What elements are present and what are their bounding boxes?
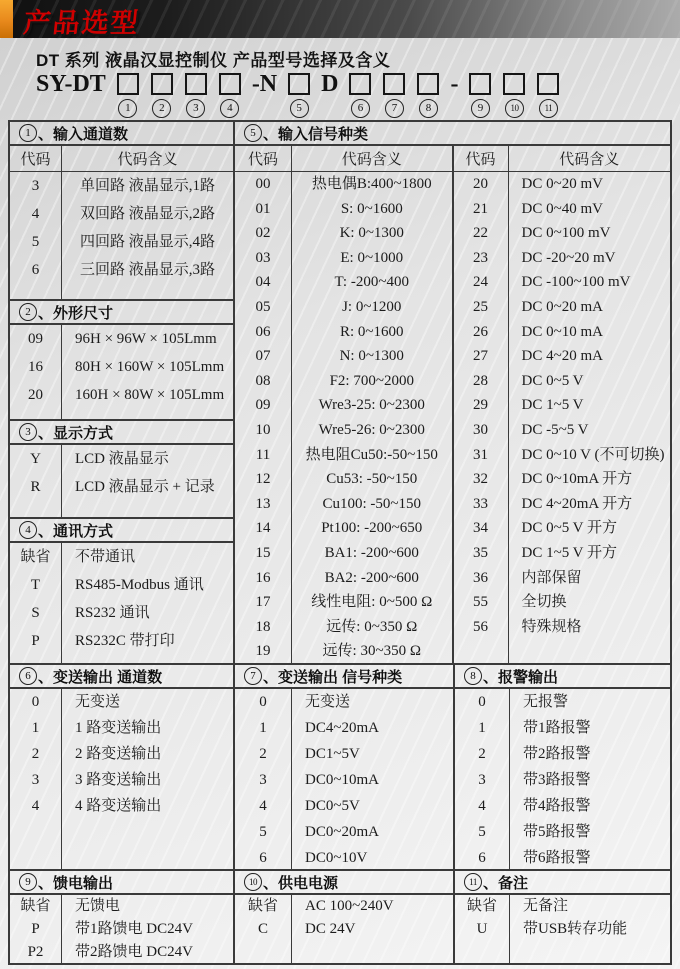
section-title: [10, 871, 233, 895]
section-title-text: 通讯方式: [53, 522, 114, 540]
code-cell: 3: [31, 772, 40, 788]
code-cell: 00: [255, 176, 271, 192]
meaning-cell: 2 路变送输出: [75, 746, 162, 762]
section-title: [10, 665, 233, 689]
code-cell: 0: [478, 694, 486, 710]
meaning-cell: 4 路变送输出: [75, 798, 162, 814]
code-cell: P2: [27, 944, 44, 960]
code-cell: 5: [478, 824, 486, 840]
meaning-cell: DC 4~20 mA: [521, 348, 603, 365]
model-digit-box: [151, 73, 173, 95]
model-sep-n: -N: [251, 71, 278, 97]
separator: 、: [263, 125, 279, 143]
section-transmit-output-signals: [235, 665, 455, 869]
model-slot-6: [349, 72, 371, 118]
code-cell: 29: [473, 397, 488, 414]
meaning-cell: 热电阻Cu50:-50~150: [305, 446, 438, 463]
meaning-cell: DC 24V: [305, 921, 356, 937]
meaning-cell: 带1路报警: [523, 720, 591, 736]
code-cell: R: [30, 479, 41, 495]
meaning-cell: DC -20~20 mV: [521, 249, 616, 266]
meaning-cell: 无报警: [523, 694, 569, 710]
meaning-cell: RS485-Modbus 通讯: [75, 577, 204, 593]
meaning-cell: 带1路馈电 DC24V: [75, 921, 193, 937]
code-cell: 30: [473, 421, 488, 438]
meaning-cell: DC 0~10 mA: [521, 323, 603, 340]
code-cell: 缺省: [466, 898, 497, 914]
code-cell: 缺省: [20, 549, 51, 565]
model-digit-box: [185, 73, 207, 95]
meaning-cell: 3 路变送输出: [75, 772, 162, 788]
table-band-2: [10, 663, 670, 869]
code-cell: 34: [473, 520, 488, 537]
section-title: [10, 421, 233, 445]
meaning-cell: DC -5~5 V: [521, 421, 589, 438]
code-cell: 3: [31, 178, 40, 194]
section-body: [10, 689, 233, 869]
model-slot-11: [537, 72, 559, 118]
section-number: 7: [244, 667, 262, 685]
meaning-cell: RS232C 带打印: [75, 633, 175, 649]
code-cell: 4: [259, 798, 267, 814]
meaning-cell: DC 4~20mA 开方: [521, 495, 633, 512]
model-digit-box: [469, 73, 491, 95]
meaning-cell: DC 0~5 V: [521, 372, 584, 389]
meaning-cell: 特殊规格: [521, 618, 582, 635]
model-slot-10: [503, 72, 525, 118]
code-cell: 19: [255, 643, 271, 660]
meaning-cell: 无变送: [305, 694, 351, 710]
code-cell: Y: [30, 451, 41, 467]
code-cell: 22: [473, 225, 488, 242]
separator: 、: [483, 668, 499, 686]
code-cell: 14: [255, 520, 271, 537]
code-cell: 5: [31, 234, 40, 250]
separator: 、: [38, 668, 54, 686]
meaning-cell: 带5路报警: [523, 824, 591, 840]
code-cell: 05: [255, 298, 271, 315]
code-cell: 缺省: [20, 898, 51, 914]
model-slot-4: [219, 72, 241, 118]
code-cell: 23: [473, 249, 488, 266]
meaning-cell: 双回路 液晶显示,2路: [79, 206, 215, 222]
meaning-cell: S: 0~1600: [340, 200, 403, 217]
model-digit-box: [288, 73, 310, 95]
separator: 、: [38, 304, 54, 322]
code-cell: 56: [473, 618, 488, 635]
meaning-cell: 80H × 160W × 105Lmm: [75, 359, 225, 375]
section-feed-power-output: [10, 871, 235, 964]
meaning-cell: F2: 700~2000: [329, 372, 414, 389]
meaning-column-header: 代码含义: [341, 152, 402, 168]
separator: 、: [38, 522, 54, 540]
meaning-cell: R: 0~1600: [339, 323, 404, 340]
meaning-cell: 96H × 96W × 105Lmm: [75, 331, 217, 347]
model-sep-dash: -: [450, 71, 459, 97]
code-cell: 36: [473, 569, 488, 586]
code-cell: 13: [255, 495, 271, 512]
code-cell: 20: [473, 176, 488, 192]
code-cell: T: [30, 577, 41, 593]
code-cell: 27: [473, 348, 488, 365]
code-cell: 0: [259, 694, 267, 710]
position-number: 10: [505, 99, 524, 118]
meaning-cell: Pt100: -200~650: [321, 520, 423, 537]
section-body: [10, 543, 233, 663]
code-cell: 33: [473, 495, 488, 512]
meaning-cell: DC 0~10 V (不可切换): [521, 446, 665, 463]
model-slot-5: [288, 72, 310, 118]
code-cell: 28: [473, 372, 488, 389]
code-column-header: 代码: [454, 146, 509, 171]
meaning-cell: 160H × 80W × 105Lmm: [75, 387, 225, 403]
code-cell: S: [31, 605, 40, 621]
model-digit-box: [117, 73, 139, 95]
code-cell: 02: [255, 225, 271, 242]
section-title: [455, 665, 670, 689]
section-body: [10, 172, 233, 299]
code-cell: 20: [28, 387, 43, 403]
separator: 、: [263, 874, 279, 892]
section-title: [235, 122, 670, 146]
separator: 、: [38, 125, 54, 143]
code-cell: 3: [478, 772, 486, 788]
meaning-cell: 三回路 液晶显示,3路: [79, 262, 215, 278]
code-cell: 21: [473, 200, 488, 217]
meaning-cell: 远传: 30~350 Ω: [322, 643, 421, 660]
code-cell: 4: [31, 798, 40, 814]
section-body: [235, 146, 670, 663]
left-column: [10, 122, 235, 663]
meaning-cell: DC 0~5 V 开方: [521, 520, 617, 537]
signal-subtable-b: [454, 146, 671, 663]
meaning-cell: DC 1~5 V 开方: [521, 544, 617, 561]
code-cell: 03: [255, 249, 271, 266]
code-cell: U: [476, 921, 488, 937]
meaning-cell: 四回路 液晶显示,4路: [79, 234, 215, 250]
model-slot-9: [469, 72, 491, 118]
meaning-cell: 无变送: [75, 694, 121, 710]
meaning-cell: AC 100~240V: [305, 898, 394, 914]
meaning-cell: J: 0~1200: [342, 298, 402, 315]
code-cell: 1: [259, 720, 267, 736]
column-header-row: [10, 146, 233, 172]
meaning-cell: LCD 液晶显示 + 记录: [75, 479, 215, 495]
section-input-signal-types: [235, 122, 670, 663]
code-cell: 4: [31, 206, 40, 222]
separator: 、: [483, 874, 499, 892]
subtable-body: [454, 172, 671, 663]
meaning-cell: DC 1~5 V: [521, 397, 584, 414]
section-body: [455, 895, 670, 964]
section-body: [235, 895, 453, 964]
code-cell: 55: [473, 594, 488, 611]
position-number: 1: [118, 99, 137, 118]
meaning-cell: 带2路报警: [523, 746, 591, 762]
section-number: 8: [464, 667, 482, 685]
section-number: 2: [19, 303, 37, 321]
model-prefix: SY-DT: [36, 71, 106, 97]
model-slot-8: [417, 72, 439, 118]
code-cell: 24: [473, 274, 488, 291]
code-cell: 10: [255, 421, 271, 438]
meaning-cell: DC 0~10mA 开方: [521, 471, 633, 488]
selection-table: [8, 120, 672, 965]
code-cell: 18: [255, 618, 271, 635]
signal-subtable-a: [235, 146, 454, 663]
meaning-cell: 内部保留: [521, 569, 582, 586]
code-cell: 2: [31, 746, 40, 762]
code-cell: 3: [259, 772, 267, 788]
meaning-cell: DC 0~20 mA: [521, 298, 603, 315]
code-cell: 2: [259, 746, 267, 762]
separator: 、: [263, 668, 279, 686]
section-title-text: 输入通道数: [53, 125, 129, 143]
column-header-row: [454, 146, 671, 172]
section-number: 10: [244, 873, 262, 891]
code-cell: 16: [28, 359, 43, 375]
section-title: [235, 871, 453, 895]
code-cell: 11: [255, 446, 271, 463]
meaning-cell: E: 0~1000: [340, 249, 404, 266]
code-cell: C: [257, 921, 268, 937]
model-slot-1: [117, 72, 139, 118]
model-digit-box: [383, 73, 405, 95]
meaning-cell: DC 0~40 mV: [521, 200, 603, 217]
section-title: [235, 665, 453, 689]
model-slot-3: [185, 72, 207, 118]
meaning-cell: 带6路报警: [523, 850, 591, 866]
meaning-cell: N: 0~1300: [339, 348, 404, 365]
code-column-header: 代码: [235, 146, 292, 171]
meaning-cell: RS232 通讯: [75, 605, 150, 621]
section-body: [10, 445, 233, 517]
code-cell: 06: [255, 323, 271, 340]
code-cell: 35: [473, 544, 488, 561]
code-cell: 07: [255, 348, 271, 365]
meaning-cell: K: 0~1300: [339, 225, 404, 242]
section-body: [10, 895, 233, 964]
model-slot-2: [151, 72, 173, 118]
section-display-mode: [10, 419, 233, 517]
section-title-text: 输入信号种类: [278, 125, 369, 143]
code-cell: 04: [255, 274, 271, 291]
section-title-text: 供电电源: [278, 874, 339, 892]
meaning-cell: Wre3-25: 0~2300: [318, 397, 425, 414]
section-dimensions: [10, 299, 233, 419]
meaning-cell: 热电偶B:400~1800: [311, 176, 432, 192]
code-cell: 32: [473, 471, 488, 488]
model-digit-box: [349, 73, 371, 95]
code-cell: 6: [31, 262, 40, 278]
code-cell: 09: [255, 397, 271, 414]
code-cell: 1: [31, 720, 40, 736]
code-cell: 5: [259, 824, 267, 840]
section-communication: [10, 517, 233, 663]
section-title-text: 变送输出 信号种类: [278, 668, 403, 686]
meaning-cell: 无备注: [523, 898, 569, 914]
code-cell: 6: [259, 850, 267, 866]
page-banner: [0, 0, 680, 38]
banner-title: 产品选型: [22, 8, 142, 38]
meaning-cell: DC0~10V: [305, 850, 368, 866]
code-cell: 09: [28, 331, 43, 347]
model-slot-7: [383, 72, 405, 118]
meaning-cell: Wre5-26: 0~2300: [318, 421, 425, 438]
meaning-cell: 无馈电: [75, 898, 121, 914]
meaning-cell: DC4~20mA: [305, 720, 379, 736]
section-title: [10, 519, 233, 543]
page-title: DT 系列 液晶汉显控制仪 产品型号选择及含义: [36, 51, 391, 70]
separator: 、: [38, 424, 54, 442]
meaning-cell: DC 0~100 mV: [521, 225, 611, 242]
code-cell: 16: [255, 569, 271, 586]
code-cell: 25: [473, 298, 488, 315]
table-band-3: [10, 869, 670, 964]
section-title-text: 馈电输出: [53, 874, 114, 892]
meaning-cell: 全切换: [521, 594, 567, 611]
section-title: [10, 301, 233, 325]
code-cell: 2: [478, 746, 486, 762]
meaning-cell: 远传: 0~350 Ω: [326, 618, 418, 635]
meaning-cell: 带3路报警: [523, 772, 591, 788]
code-cell: 6: [478, 850, 486, 866]
code-cell: 08: [255, 372, 271, 389]
column-header-row: [235, 146, 452, 172]
model-digit-box: [219, 73, 241, 95]
meaning-cell: DC -100~100 mV: [521, 274, 631, 291]
meaning-cell: 线性电阻: 0~500 Ω: [311, 594, 433, 611]
code-cell: 1: [478, 720, 486, 736]
code-cell: 12: [255, 471, 271, 488]
meaning-cell: 单回路 液晶显示,1路: [79, 178, 215, 194]
meaning-cell: DC1~5V: [305, 746, 360, 762]
section-transmit-output-channels: [10, 665, 235, 869]
section-body: [10, 325, 233, 419]
code-cell: 31: [473, 446, 488, 463]
meaning-cell: 带USB转存功能: [523, 921, 628, 937]
table-band-1: [10, 122, 670, 663]
meaning-cell: 不带通讯: [75, 549, 136, 565]
code-cell: 01: [255, 200, 271, 217]
meaning-cell: BA1: -200~600: [324, 544, 419, 561]
position-number: 5: [290, 99, 309, 118]
meaning-cell: 带4路报警: [523, 798, 591, 814]
section-body: [235, 689, 453, 869]
section-number: 6: [19, 667, 37, 685]
meaning-cell: Cu100: -50~150: [322, 495, 422, 512]
subtable-body: [235, 172, 452, 663]
meaning-cell: LCD 液晶显示: [75, 451, 169, 467]
meaning-cell: 带2路馈电 DC24V: [75, 944, 193, 960]
banner-accent-bar: [0, 0, 13, 38]
section-title: [10, 122, 233, 146]
meaning-cell: DC0~5V: [305, 798, 360, 814]
section-title-text: 备注: [498, 874, 529, 892]
section-remarks: [455, 871, 670, 964]
code-cell: 17: [255, 594, 271, 611]
code-cell: 4: [478, 798, 486, 814]
meaning-column-header: 代码含义: [117, 152, 178, 168]
separator: 、: [38, 874, 54, 892]
meaning-cell: 1 路变送输出: [75, 720, 162, 736]
position-number: 9: [471, 99, 490, 118]
position-number: 7: [385, 99, 404, 118]
section-title-text: 显示方式: [53, 424, 114, 442]
position-number: 2: [152, 99, 171, 118]
position-number: 4: [220, 99, 239, 118]
position-number: 6: [351, 99, 370, 118]
section-input-channels: [10, 122, 233, 299]
section-title-text: 报警输出: [498, 668, 559, 686]
section-number: 1: [19, 124, 37, 142]
code-cell: 0: [31, 694, 40, 710]
meaning-cell: BA2: -200~600: [324, 569, 419, 586]
code-cell: 26: [473, 323, 488, 340]
meaning-cell: DC 0~20 mV: [521, 176, 603, 192]
meaning-column-header: 代码含义: [559, 152, 620, 168]
section-number: 9: [19, 873, 37, 891]
section-power-supply: [235, 871, 455, 964]
code-cell: 缺省: [247, 898, 278, 914]
position-number: 8: [419, 99, 438, 118]
code-cell: 15: [255, 544, 271, 561]
section-number: 11: [464, 873, 482, 891]
meaning-cell: Cu53: -50~150: [326, 471, 418, 488]
section-number: 5: [244, 124, 262, 142]
code-cell: P: [31, 633, 40, 649]
model-number-diagram: [36, 72, 565, 118]
code-cell: P: [31, 921, 40, 937]
model-digit-box: [503, 73, 525, 95]
section-title-text: 外形尺寸: [53, 304, 114, 322]
meaning-cell: DC0~10mA: [305, 772, 379, 788]
section-alarm-output: [455, 665, 670, 869]
model-digit-box: [537, 73, 559, 95]
section-number: 3: [19, 423, 37, 441]
meaning-cell: T: -200~400: [334, 274, 409, 291]
model-sep-d: D: [321, 71, 339, 97]
section-title: [455, 871, 670, 895]
code-column-header: 代码: [10, 146, 62, 171]
position-number: 11: [539, 99, 558, 118]
meaning-cell: DC0~20mA: [305, 824, 379, 840]
section-body: [455, 689, 670, 869]
position-number: 3: [186, 99, 205, 118]
section-title-text: 变送输出 通道数: [53, 668, 163, 686]
model-digit-box: [417, 73, 439, 95]
section-number: 4: [19, 521, 37, 539]
